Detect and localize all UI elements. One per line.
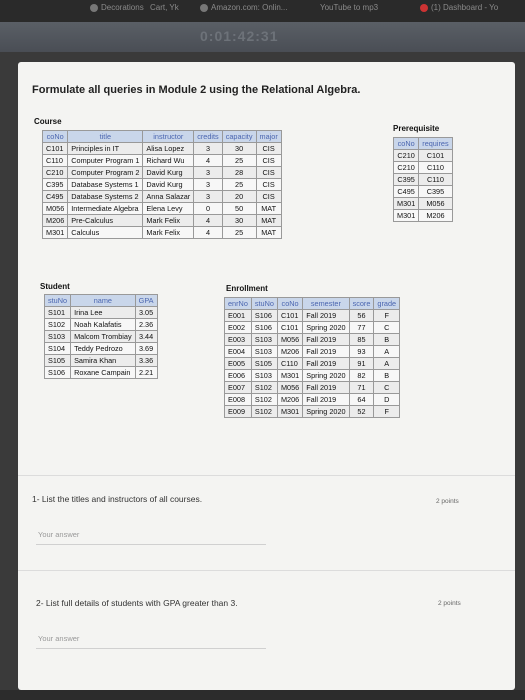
table-cell: Alisa Lopez bbox=[143, 143, 194, 155]
tab-favicon-icon bbox=[200, 4, 208, 12]
question-2-answer-underline bbox=[36, 648, 266, 649]
table-cell: Fall 2019 bbox=[303, 394, 349, 406]
table-cell: C210 bbox=[43, 167, 68, 179]
table-cell: Principles in IT bbox=[68, 143, 143, 155]
table-cell: Irina Lee bbox=[71, 307, 136, 319]
table-cell: C bbox=[374, 322, 400, 334]
table-cell: S102 bbox=[251, 394, 277, 406]
table-row bbox=[43, 215, 282, 227]
table-cell: Elena Levy bbox=[143, 203, 194, 215]
table-cell: C101 bbox=[277, 310, 302, 322]
page-title: Formulate all queries in Module 2 using the Relational Algebra. bbox=[32, 84, 361, 96]
tab-label: Decorations bbox=[101, 3, 144, 12]
table-row bbox=[225, 406, 400, 418]
table-cell: E001 bbox=[225, 310, 252, 322]
table-cell: Noah Kalafatis bbox=[71, 319, 136, 331]
table-cell: 77 bbox=[349, 322, 374, 334]
table-cell: CIS bbox=[256, 167, 281, 179]
table-row bbox=[225, 370, 400, 382]
table-cell: Richard Wu bbox=[143, 155, 194, 167]
column-header: grade bbox=[374, 298, 400, 310]
table-cell: S104 bbox=[45, 343, 71, 355]
table-cell: M206 bbox=[277, 346, 302, 358]
table-cell: Computer Program 1 bbox=[68, 155, 143, 167]
table-cell: M301 bbox=[43, 227, 68, 239]
table-cell: Fall 2019 bbox=[303, 382, 349, 394]
column-header: semester bbox=[303, 298, 349, 310]
column-header: coNo bbox=[394, 138, 419, 150]
table-cell: C110 bbox=[419, 174, 452, 186]
table-cell: F bbox=[374, 406, 400, 418]
table-row bbox=[225, 358, 400, 370]
table-row bbox=[225, 334, 400, 346]
table-row bbox=[43, 143, 282, 155]
table-cell: 82 bbox=[349, 370, 374, 382]
bottom-edge bbox=[0, 690, 525, 700]
table-cell: S101 bbox=[45, 307, 71, 319]
divider bbox=[18, 570, 515, 571]
table-cell: 3 bbox=[194, 167, 223, 179]
browser-tab[interactable] bbox=[200, 3, 295, 17]
tab-label: Cart, Yk bbox=[150, 3, 179, 12]
divider bbox=[18, 475, 515, 476]
table-row bbox=[43, 227, 282, 239]
table-row bbox=[43, 191, 282, 203]
table-row bbox=[225, 322, 400, 334]
table-cell: S103 bbox=[251, 334, 277, 346]
table-cell: M301 bbox=[394, 198, 419, 210]
table-cell: Fall 2019 bbox=[303, 358, 349, 370]
table-cell: 50 bbox=[222, 203, 256, 215]
table-row bbox=[394, 186, 453, 198]
table-row bbox=[45, 319, 158, 331]
table-cell: C395 bbox=[419, 186, 452, 198]
table-cell: Pre-Calculus bbox=[68, 215, 143, 227]
table-cell: Teddy Pedrozo bbox=[71, 343, 136, 355]
table-cell: 25 bbox=[222, 227, 256, 239]
table-cell: C495 bbox=[43, 191, 68, 203]
browser-tab[interactable] bbox=[420, 3, 520, 17]
table-row bbox=[394, 150, 453, 162]
browser-tab-bar bbox=[0, 0, 525, 22]
table-cell: C110 bbox=[419, 162, 452, 174]
table-cell: 2.36 bbox=[135, 319, 157, 331]
column-header: credits bbox=[194, 131, 223, 143]
table-cell: 25 bbox=[222, 179, 256, 191]
table-cell: MAT bbox=[256, 227, 281, 239]
table-cell: S103 bbox=[251, 370, 277, 382]
table-cell: Fall 2019 bbox=[303, 346, 349, 358]
table-cell: 4 bbox=[194, 227, 223, 239]
tab-label: YouTube to mp3 bbox=[320, 3, 379, 12]
tab-label: (1) Dashboard - Yo bbox=[431, 3, 499, 12]
table-cell: Roxane Campain bbox=[71, 367, 136, 379]
table-row bbox=[43, 167, 282, 179]
table-cell: Database Systems 1 bbox=[68, 179, 143, 191]
table-cell: Spring 2020 bbox=[303, 406, 349, 418]
table-cell: CIS bbox=[256, 143, 281, 155]
table-cell: S106 bbox=[45, 367, 71, 379]
table-row bbox=[225, 394, 400, 406]
table-cell: 28 bbox=[222, 167, 256, 179]
table-cell: 3.44 bbox=[135, 331, 157, 343]
question-2-answer-input[interactable]: Your answer bbox=[38, 634, 80, 643]
table-cell: S106 bbox=[251, 322, 277, 334]
table-cell: CIS bbox=[256, 191, 281, 203]
table-cell: C101 bbox=[419, 150, 452, 162]
table-cell: A bbox=[374, 346, 400, 358]
table-row bbox=[45, 307, 158, 319]
table-cell: 4 bbox=[194, 155, 223, 167]
table-row bbox=[43, 179, 282, 191]
question-1-answer-input[interactable]: Your answer bbox=[38, 530, 80, 539]
table-cell: Mark Felix bbox=[143, 227, 194, 239]
table-cell: S106 bbox=[251, 310, 277, 322]
table-cell: C101 bbox=[43, 143, 68, 155]
column-header: instructor bbox=[143, 131, 194, 143]
table-cell: E003 bbox=[225, 334, 252, 346]
table-cell: Spring 2020 bbox=[303, 322, 349, 334]
column-header: name bbox=[71, 295, 136, 307]
browser-tab[interactable] bbox=[320, 3, 405, 17]
table-cell: CIS bbox=[256, 179, 281, 191]
table-cell: Spring 2020 bbox=[303, 370, 349, 382]
table-cell: Intermediate Algebra bbox=[68, 203, 143, 215]
table-cell: Mark Felix bbox=[143, 215, 194, 227]
table-cell: Malcom Trombiay bbox=[71, 331, 136, 343]
column-header: stuNo bbox=[45, 295, 71, 307]
table-cell: S102 bbox=[45, 319, 71, 331]
table-cell: C495 bbox=[394, 186, 419, 198]
table-cell: 20 bbox=[222, 191, 256, 203]
column-header: coNo bbox=[43, 131, 68, 143]
column-header: coNo bbox=[277, 298, 302, 310]
table-cell: M056 bbox=[43, 203, 68, 215]
table-cell: M206 bbox=[43, 215, 68, 227]
table-cell: 3 bbox=[194, 143, 223, 155]
column-header: major bbox=[256, 131, 281, 143]
enrollment-table bbox=[224, 297, 400, 418]
table-row bbox=[225, 382, 400, 394]
table-cell: 3 bbox=[194, 191, 223, 203]
table-cell: MAT bbox=[256, 215, 281, 227]
question-2-text: 2- List full details of students with GPA greater than 3. bbox=[36, 598, 238, 608]
column-header: enrNo bbox=[225, 298, 252, 310]
table-row bbox=[45, 367, 158, 379]
table-cell: B bbox=[374, 334, 400, 346]
table-cell: 3 bbox=[194, 179, 223, 191]
course-table bbox=[42, 130, 282, 239]
table-cell: 0 bbox=[194, 203, 223, 215]
table-cell: Fall 2019 bbox=[303, 310, 349, 322]
table-cell: 3.69 bbox=[135, 343, 157, 355]
question-2-points: 2 points bbox=[438, 600, 461, 607]
table-cell: M301 bbox=[394, 210, 419, 222]
column-header: capacity bbox=[222, 131, 256, 143]
table-cell: 30 bbox=[222, 215, 256, 227]
table-cell: E004 bbox=[225, 346, 252, 358]
tab-favicon-icon bbox=[420, 4, 428, 12]
table-cell: David Kurg bbox=[143, 167, 194, 179]
table-cell: M301 bbox=[277, 370, 302, 382]
student-table-label: Student bbox=[40, 282, 70, 291]
table-cell: CIS bbox=[256, 155, 281, 167]
column-header: stuNo bbox=[251, 298, 277, 310]
table-cell: E007 bbox=[225, 382, 252, 394]
table-cell: C395 bbox=[394, 174, 419, 186]
table-cell: 56 bbox=[349, 310, 374, 322]
student-table bbox=[44, 294, 158, 379]
table-cell: Anna Salazar bbox=[143, 191, 194, 203]
table-cell: 3.36 bbox=[135, 355, 157, 367]
table-cell: E009 bbox=[225, 406, 252, 418]
form-header-banner bbox=[0, 22, 525, 52]
table-cell: S103 bbox=[251, 346, 277, 358]
column-header: score bbox=[349, 298, 374, 310]
table-row bbox=[394, 174, 453, 186]
table-cell: 71 bbox=[349, 382, 374, 394]
browser-tab[interactable] bbox=[150, 3, 195, 17]
table-row bbox=[394, 210, 453, 222]
table-cell: Database Systems 2 bbox=[68, 191, 143, 203]
table-row bbox=[45, 331, 158, 343]
table-cell: M301 bbox=[277, 406, 302, 418]
prerequisite-table bbox=[393, 137, 453, 222]
banner-timer-text: 0:01:42:31 bbox=[200, 28, 279, 44]
column-header: title bbox=[68, 131, 143, 143]
table-cell: E005 bbox=[225, 358, 252, 370]
table-cell: 93 bbox=[349, 346, 374, 358]
table-row bbox=[394, 198, 453, 210]
table-row bbox=[394, 162, 453, 174]
table-cell: M206 bbox=[419, 210, 452, 222]
table-cell: MAT bbox=[256, 203, 281, 215]
table-cell: E006 bbox=[225, 370, 252, 382]
table-cell: E002 bbox=[225, 322, 252, 334]
enrollment-table-label: Enrollment bbox=[226, 284, 268, 293]
table-cell: M056 bbox=[419, 198, 452, 210]
table-cell: 85 bbox=[349, 334, 374, 346]
table-cell: Samira Khan bbox=[71, 355, 136, 367]
table-cell: 25 bbox=[222, 155, 256, 167]
table-cell: M056 bbox=[277, 334, 302, 346]
table-cell: 91 bbox=[349, 358, 374, 370]
table-row bbox=[225, 310, 400, 322]
table-cell: B bbox=[374, 370, 400, 382]
table-cell: 30 bbox=[222, 143, 256, 155]
table-cell: S105 bbox=[45, 355, 71, 367]
table-cell: Calculus bbox=[68, 227, 143, 239]
tab-favicon-icon bbox=[90, 4, 98, 12]
table-row bbox=[43, 203, 282, 215]
table-cell: A bbox=[374, 358, 400, 370]
column-header: GPA bbox=[135, 295, 157, 307]
table-cell: S105 bbox=[251, 358, 277, 370]
form-card bbox=[18, 62, 515, 690]
table-cell: C110 bbox=[277, 358, 302, 370]
table-row bbox=[43, 155, 282, 167]
column-header: requires bbox=[419, 138, 452, 150]
table-row bbox=[45, 343, 158, 355]
table-cell: 52 bbox=[349, 406, 374, 418]
prerequisite-table-label: Prerequisite bbox=[393, 124, 440, 133]
table-cell: C110 bbox=[43, 155, 68, 167]
table-cell: 4 bbox=[194, 215, 223, 227]
browser-tab[interactable] bbox=[90, 3, 145, 17]
table-row bbox=[225, 346, 400, 358]
table-cell: 64 bbox=[349, 394, 374, 406]
table-cell: C395 bbox=[43, 179, 68, 191]
question-1-answer-underline bbox=[36, 544, 266, 545]
table-cell: E008 bbox=[225, 394, 252, 406]
table-row bbox=[45, 355, 158, 367]
table-cell: Fall 2019 bbox=[303, 334, 349, 346]
question-1-text: 1- List the titles and instructors of all courses. bbox=[32, 494, 203, 504]
table-cell: 2.21 bbox=[135, 367, 157, 379]
table-cell: Computer Program 2 bbox=[68, 167, 143, 179]
course-table-label: Course bbox=[34, 117, 62, 126]
table-cell: S102 bbox=[251, 382, 277, 394]
table-cell: C210 bbox=[394, 150, 419, 162]
table-cell: C bbox=[374, 382, 400, 394]
table-cell: David Kurg bbox=[143, 179, 194, 191]
question-1-points: 2 points bbox=[436, 498, 459, 505]
tab-label: Amazon.com: Onlin... bbox=[211, 3, 288, 12]
table-cell: D bbox=[374, 394, 400, 406]
table-cell: S103 bbox=[45, 331, 71, 343]
table-cell: S102 bbox=[251, 406, 277, 418]
table-cell: C210 bbox=[394, 162, 419, 174]
table-cell: 3.05 bbox=[135, 307, 157, 319]
table-cell: M056 bbox=[277, 382, 302, 394]
table-cell: F bbox=[374, 310, 400, 322]
table-cell: C101 bbox=[277, 322, 302, 334]
table-cell: M206 bbox=[277, 394, 302, 406]
